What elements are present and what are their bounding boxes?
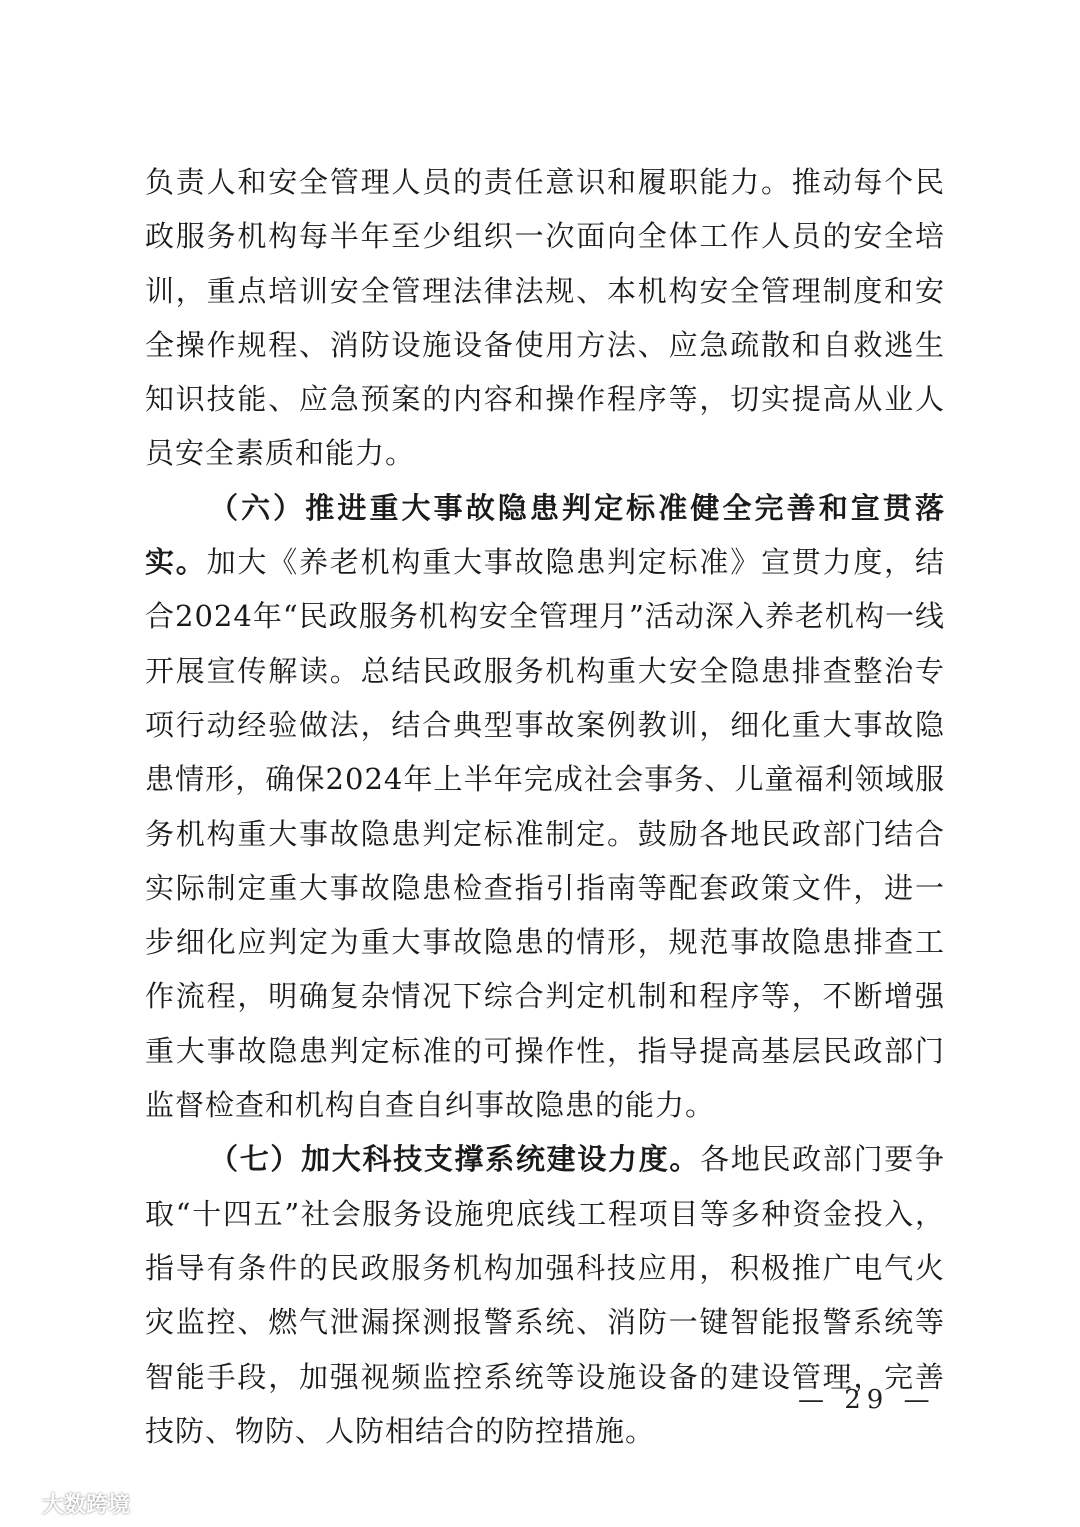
watermark	[4, 1488, 130, 1519]
document-body	[145, 155, 945, 1458]
page-number: — 29 —	[798, 1385, 936, 1415]
weibo-logo-icon	[4, 1491, 38, 1517]
watermark-text: 大数跨境	[42, 1493, 131, 1518]
section-six-heading: （六）推进重大事故隐患判定标准健全完善和宣贯落实。	[145, 490, 945, 580]
section-seven-heading: （七）加大科技支撑系统建设力度。	[209, 1142, 701, 1177]
paragraph-continuation: 负责人和安全管理人员的责任意识和履职能力。推动每个民政服务机构每半年至少组织一次面向全体工作人员的安全培训，重点培训安全管理法律法规、本机构安全管理制度和安全操作规程、消防设施设备使用方法、应急疏散和自救逃生知识技能、应急预案的内容和操作程序等，切实提高从业人员安全素质和能力。	[145, 165, 945, 471]
section-seven-body: 各地民政部门要争取“十四五”社会服务设施兜底线工程项目等多种资金投入，指导有条件的民政服务机构加强科技应用，积极推广电气火灾监控、燃气泄漏探测报警系统、消防一键智能报警系统等智能手段，加强视频监控系统等设施设备的建设管理，完善技防、物防、人防相结合的防控措施。	[145, 1142, 945, 1448]
paragraph-section-six	[145, 481, 945, 1133]
section-six-body: 加大《养老机构重大事故隐患判定标准》宣贯力度，结合2024年“民政服务机构安全管理月”活动深入养老机构一线开展宣传解读。总结民政服务机构重大安全隐患排查整治专项行动经验做法，结合典型事故案例教训，细化重大事故隐患情形，确保2024年上半年完成社会事务、儿童福利领域服务机构重大事故隐患判定标准制定。鼓励各地民政部门结合实际制定重大事故隐患检查指引指南等配套政策文件，进一步细化应判定为重大事故隐患的情形，规范事故隐患排查工作流程，明确复杂情况下综合判定机制和程序等，不断增强重大事故隐患判定标准的可操作性，指导提高基层民政部门监督检查和机构自查自纠事故隐患的能力。	[145, 545, 945, 1123]
